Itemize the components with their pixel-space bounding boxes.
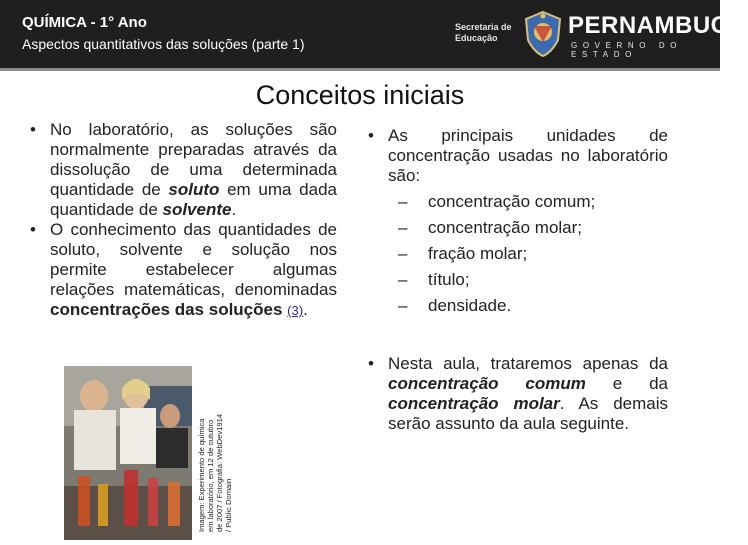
slide-title: Conceitos iniciais — [255, 80, 465, 110]
list-item: – título; — [398, 270, 470, 289]
caption-line: em laboratório, em 12 de outubro — [206, 419, 215, 532]
caption-line: / Public Domain — [224, 478, 233, 532]
photo-caption — [196, 366, 238, 534]
lab-photo — [64, 366, 192, 540]
left-column — [22, 120, 337, 321]
reference-link[interactable]: (3) — [287, 303, 304, 318]
header-bar — [0, 0, 748, 68]
bullet-dot: • — [30, 120, 36, 139]
right-column — [360, 126, 668, 316]
list-item: – concentração molar; — [398, 218, 583, 237]
brand-name: PERNAMBUCO — [568, 12, 748, 39]
caption-line: de 2007 / Fotografia: WebDev1914 — [215, 413, 224, 532]
secretaria-label: Secretaria de Educação — [455, 22, 512, 43]
caption-line: Imagem: Experimento de química — [197, 418, 206, 532]
lesson-subtitle: Aspectos quantitativos das soluções (parte 1) — [22, 36, 305, 52]
bullet-laboratory: • No laboratório, as soluções são normalmente preparadas através da dissolução de uma determinada quantidade de soluto em uma dada quantidade de solvente. — [30, 120, 337, 219]
list-item: – concentração comum; — [398, 192, 596, 211]
bullet-units: • As principais unidades de concentração usadas no laboratório são: — [368, 126, 668, 185]
list-item: – densidade. — [398, 296, 512, 315]
bullet-dot: • — [30, 220, 36, 239]
pernambuco-seal-icon — [522, 10, 564, 58]
list-item: – fração molar; — [398, 244, 528, 263]
bullet-dot: • — [368, 126, 374, 145]
bullet-lesson-scope: • Nesta aula, trataremos apenas da concentração comum e da concentração molar. As demais serão assunto da aula seguinte. — [368, 354, 668, 433]
brand-subtitle: GOVERNO DO ESTADO — [571, 41, 683, 59]
units-list — [360, 192, 668, 316]
header-divider — [0, 68, 720, 71]
course-title: QUÍMICA - 1° Ano — [22, 14, 147, 31]
bullet-knowledge: • O conhecimento das quantidades de soluto, solvente e solução nos permite estabelecer algumas relações matemáticas, denominadas concentrações das soluções (3). — [30, 220, 337, 319]
right-column-lower — [360, 354, 668, 434]
bullet-dot: • — [368, 354, 374, 373]
